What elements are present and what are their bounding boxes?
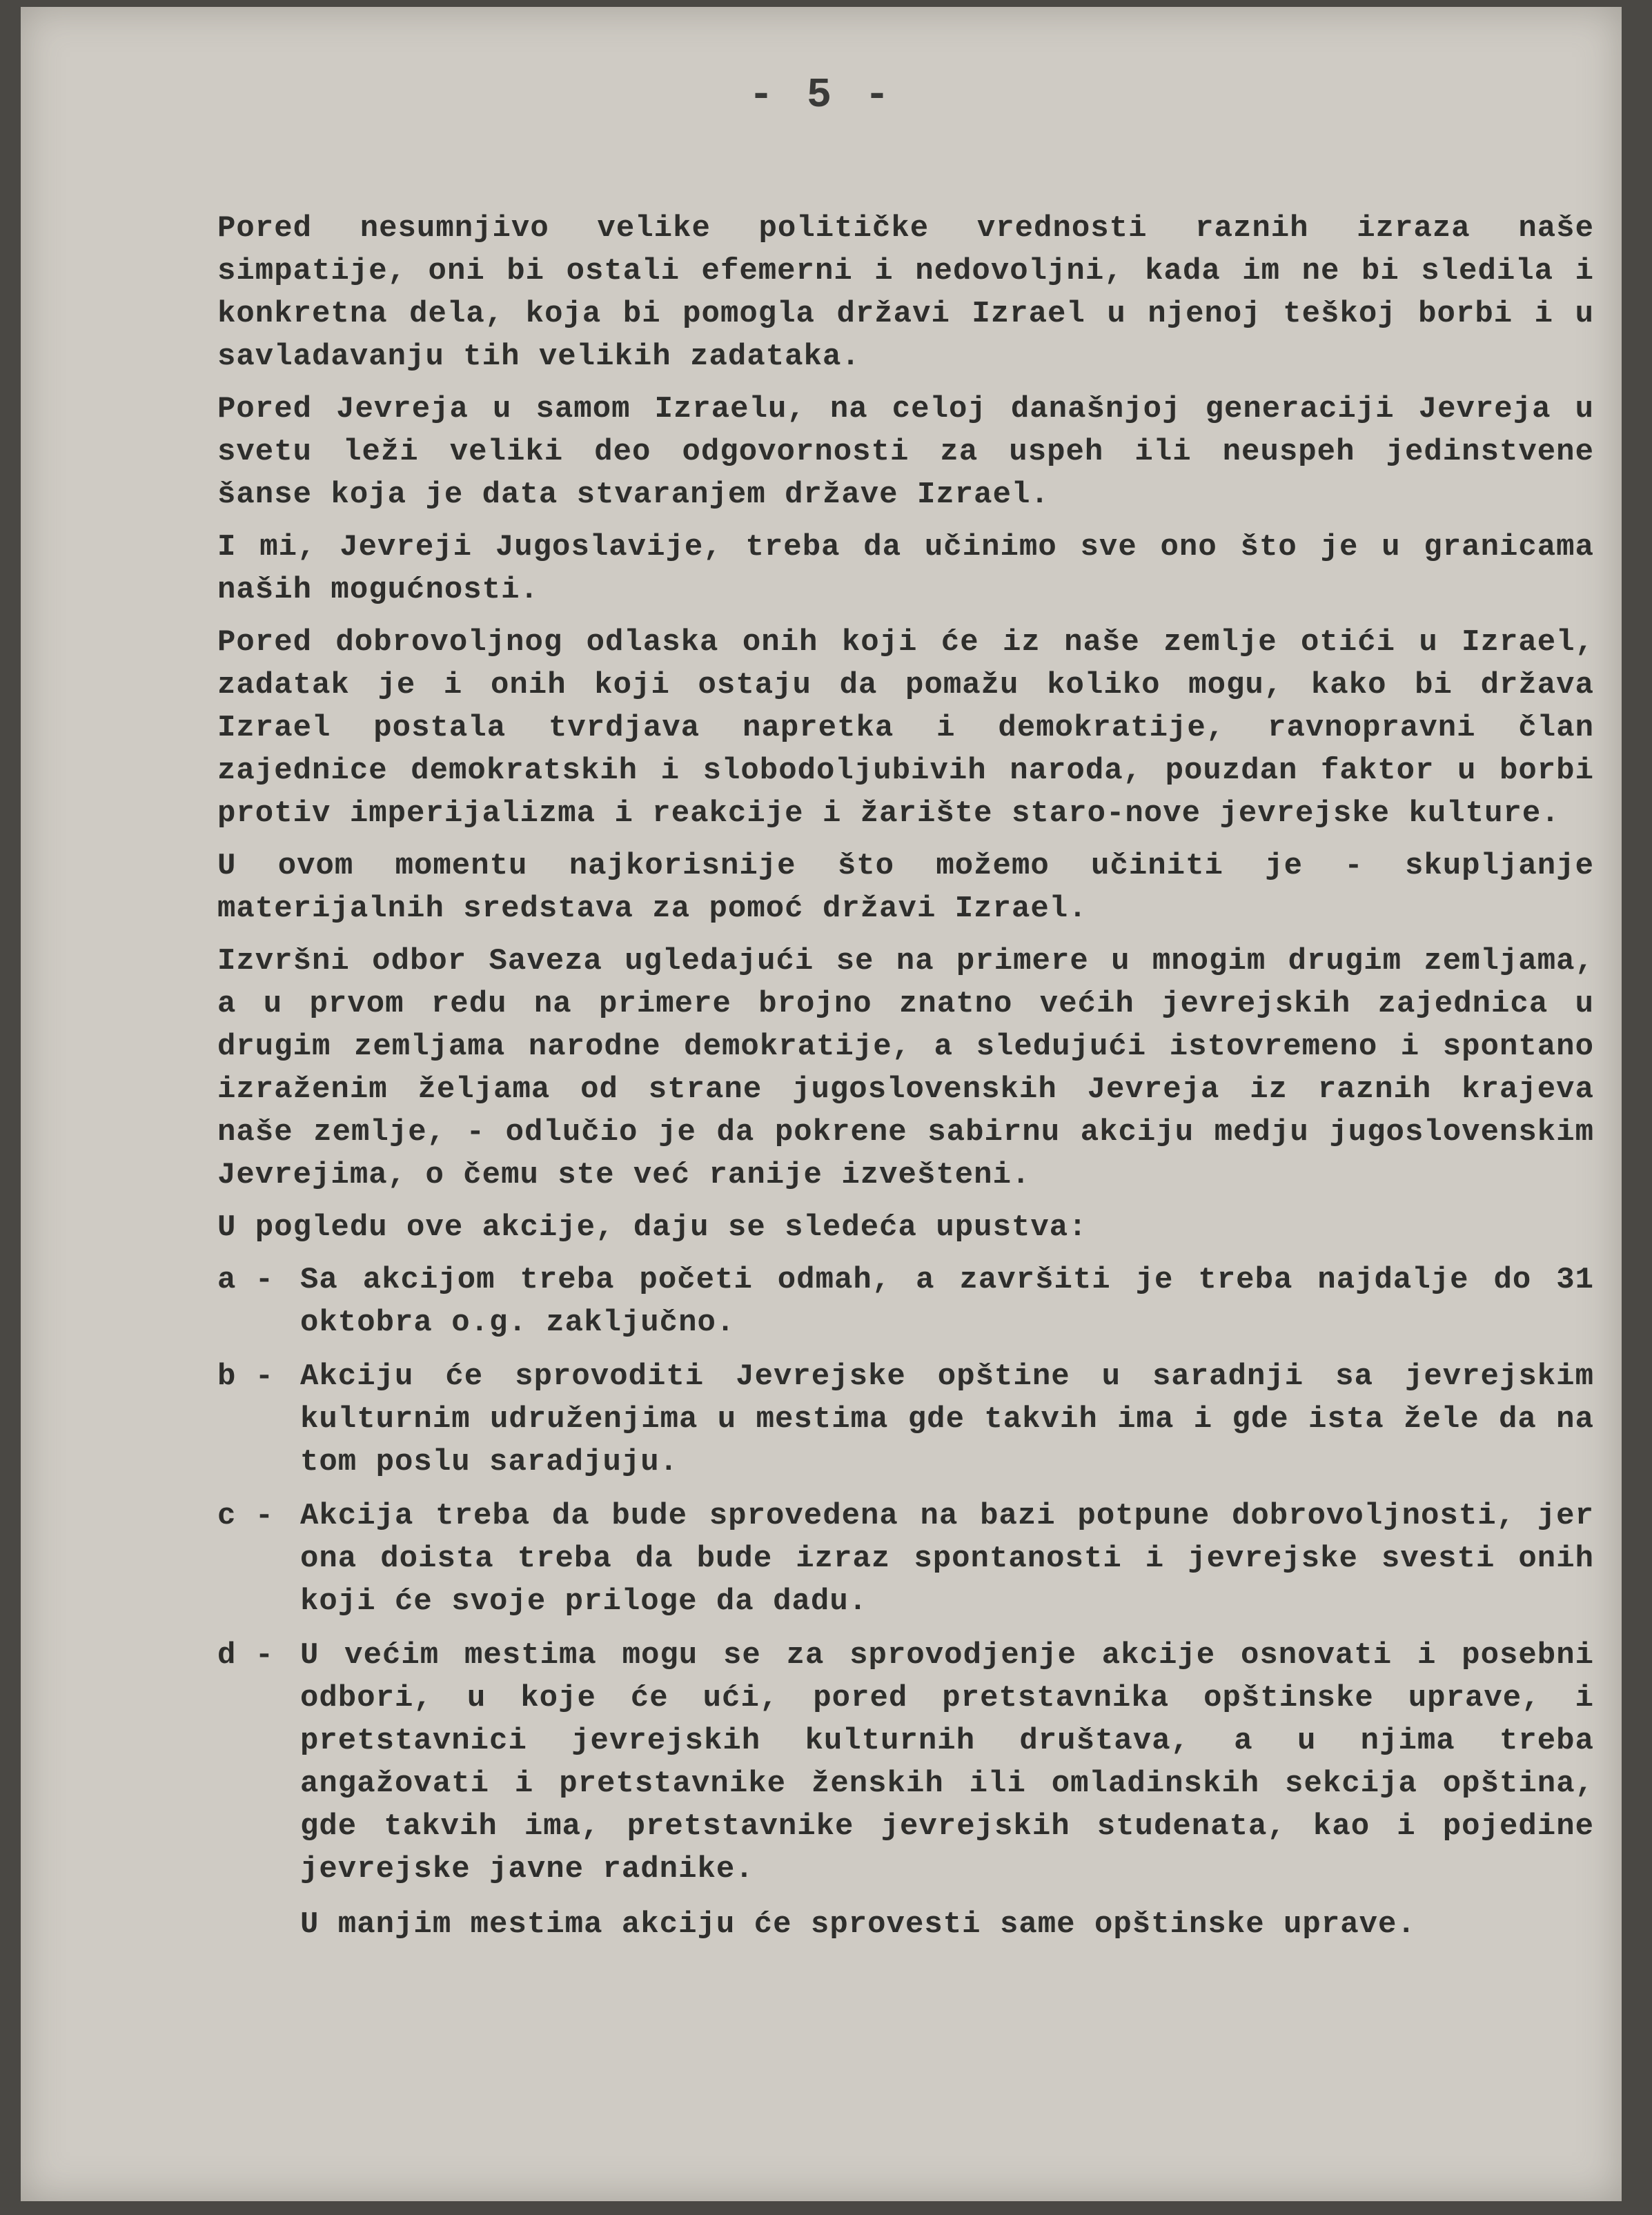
list-item-text: U većim mestima mogu se za sprovodjenje akcije osnovati i posebni odbori, u koje će ući, pored pretstavnika opštinske uprave, i pretstavnici jevrejskih kulturnih društava, a u njima treba angažovati i pretstavnike ženskih ili omladinskih sekcija opština, gde takvih ima, pretstavnike jevrejskih studenata, kao i pojedine jevrejske javne radnike. (300, 1638, 1594, 1887)
paragraph: I mi, Jevreji Jugoslavije, treba da učinimo sve ono što je u granicama naših mogućnosti. (217, 530, 1594, 607)
document-body (217, 207, 1594, 1946)
closing-paragraph: U manjim mestima akciju će sprovesti same opštinske uprave. (300, 1907, 1416, 1942)
document-page (21, 7, 1622, 2201)
list-item (217, 1495, 1594, 1623)
paragraph: Izvršni odbor Saveza ugledajući se na primere u mnogim drugim zemljama, a u prvom redu na primere brojno znatno većih jevrejskih zajednica u drugim zemljama narodne demokratije, a sledujući istovremeno i spontano izraženim željama od strane jugoslovenskih Jevreja iz raznih krajeva naše zemlje, - odlučio je da pokrene sabirnu akciju medju jugoslovenskim Jevrejima, o čemu ste već ranije izvešteni. (217, 944, 1594, 1192)
page-number: - 5 - (748, 72, 894, 119)
paragraph: Pored Jevreja u samom Izraelu, na celoj današnjoj generaciji Jevreja u svetu leži veliki deo odgovornosti za uspeh ili neuspeh jedinstvene šanse koja je data stvaranjem države Izrael. (217, 392, 1594, 512)
list-marker: a - (217, 1263, 275, 1297)
list-item (217, 1355, 1594, 1484)
list-item-text: Sa akcijom treba početi odmah, a završiti je treba najdalje do 31 oktobra o.g. zaključno. (300, 1263, 1594, 1340)
list-item (217, 1634, 1594, 1891)
paragraph: Pored dobrovoljnog odlaska onih koji će iz naše zemlje otići u Izrael, zadatak je i onih koji ostaju da pomažu koliko mogu, kako bi država Izrael postala tvrdjava napretka i demokratije, ravnopravni član zajednice demokratskih i slobodoljubivih naroda, pouzdan faktor u borbi protiv imperijalizma i reakcije i žarište staro-nove jevrejske kulture. (217, 625, 1594, 831)
list-marker: d - (217, 1638, 275, 1673)
paragraph: U ovom momentu najkorisnije što možemo učiniti je - skupljanje materijalnih sredstava za pomoć državi Izrael. (217, 849, 1594, 926)
list-item (217, 1259, 1594, 1344)
list-item-text: Akcija treba da bude sprovedena na bazi potpune dobrovoljnosti, jer ona doista treba da bude izraz spontanosti i jevrejske svesti onih koji će svoje priloge da dadu. (300, 1499, 1594, 1619)
paragraph: Pored nesumnjivo velike političke vrednosti raznih izraza naše simpatije, oni bi ostali efemerni i nedovoljni, kada im ne bi sledila i konkretna dela, koja bi pomogla državi Izrael u njenoj teškoj borbi i u savladavanju tih velikih zadataka. (217, 211, 1594, 374)
list-marker: c - (217, 1499, 275, 1533)
paragraph: U pogledu ove akcije, daju se sledeća upustva: (217, 1210, 1088, 1245)
list-item-text: Akciju će sprovoditi Jevrejske opštine u saradnji sa jevrejskim kulturnim udruženjima u mestima gde takvih ima i gde ista žele da na tom poslu saradjuju. (300, 1359, 1594, 1479)
list-marker: b - (217, 1359, 275, 1394)
